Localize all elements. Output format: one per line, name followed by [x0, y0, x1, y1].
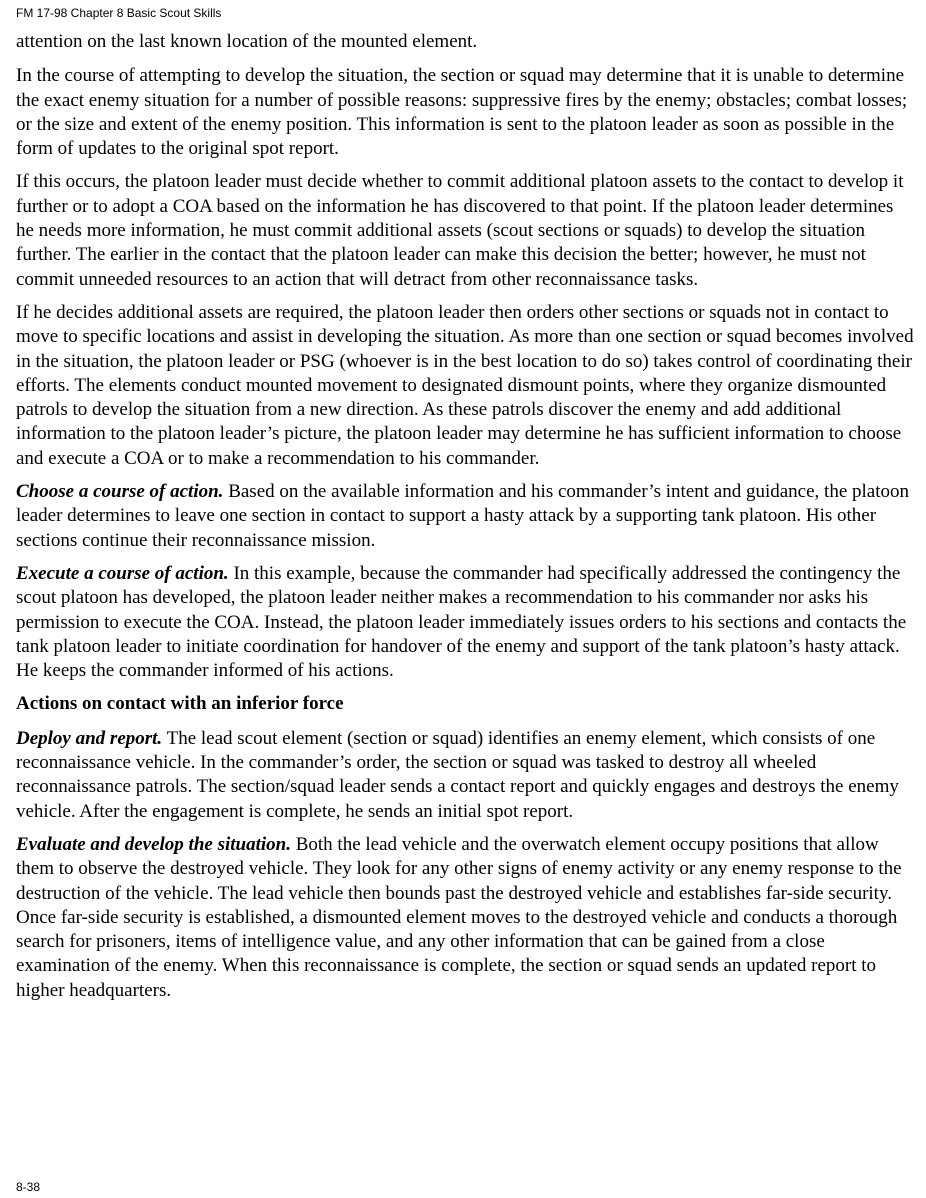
- paragraph-execute-coa: [16, 562, 916, 683]
- paragraph-text: Based on the available information and his commander’s intent and guidance, the platoon leader determines to leave one section in contact to support a hasty attack by a supporting tank platoon. His other sections continue their reconnaissance mission.: [16, 481, 910, 551]
- paragraph-lead-in: Choose a course of action.: [16, 481, 224, 503]
- paragraph-text: Both the lead vehicle and the overwatch element occupy positions that allow them to observe the destroyed vehicle. They look for any other signs of enemy activity or any enemy response to the destruction of the vehicle. The lead vehicle then bounds past the destroyed vehicle and establishes far-side security. Once far-side security is established, a dismounted element moves to the destroyed vehicle and conducts a thorough search for prisoners, items of intelligence value, and any other information that can be gained from a close examination of the enemy. When this reconnaissance is complete, the section or squad sends an updated report to higher headquarters.: [16, 833, 902, 1001]
- paragraph-deploy-report: [16, 727, 916, 824]
- running-head: FM 17-98 Chapter 8 Basic Scout Skills: [16, 6, 222, 20]
- paragraph-lead-in: Deploy and report.: [16, 727, 163, 749]
- paragraph-commit-assets: If this occurs, the platoon leader must decide whether to commit additional platoon assets to the contact to develop it further or to adopt a COA based on the information he has discovered to that point. If the platoon leader determines he needs more information, he must commit additional assets (scout sections or squads) to develop the situation further. The earlier in the contact that the platoon leader can make this decision the better; however, he must not commit unneeded resources to an action that will detract from other reconnaissance tasks.: [16, 171, 904, 290]
- paragraph-choose-coa: [16, 480, 916, 553]
- paragraph-lead-in: Execute a course of action.: [16, 562, 229, 584]
- paragraph-text: In this example, because the commander had specifically addressed the contingency the scout platoon has developed, the platoon leader neither makes a recommendation to his commander nor asks his permission to execute the COA. Instead, the platoon leader immediately issues orders to his sections and contacts the tank platoon leader to initiate coordination for handover of the enemy and support of the tank platoon’s hasty attack. He keeps the commander informed of his actions.: [16, 562, 907, 682]
- paragraph-continuation: attention on the last known location of the mounted element.: [16, 31, 478, 52]
- paragraph-lead-in: Evaluate and develop the situation.: [16, 833, 291, 855]
- paragraph-evaluate-develop: [16, 833, 916, 1003]
- paragraph-develop-situation: In the course of attempting to develop the situation, the section or squad may determine that it is unable to determine the exact enemy situation for a number of possible reasons: suppressive fires by the enemy; obstacles; combat losses; or the size and extent of the enemy position. This information is sent to the platoon leader as soon as possible in the form of updates to the original spot report.: [16, 65, 908, 160]
- paragraph-additional-assets: If he decides additional assets are required, the platoon leader then orders other sections or squads not in contact to move to specific locations and assist in developing the situation. As more than one section or squad becomes involved in the situation, the platoon leader or PSG (whoever is in the best location to do so) takes control of coordinating their efforts. The elements conduct mounted movement to designated dismount points, where they organize dismounted patrols to develop the situation from a new direction. As these patrols discover the enemy and add additional information to the platoon leader’s picture, the platoon leader may determine he has sufficient information to choose and execute a COA or to make a recommendation to his commander.: [16, 301, 914, 469]
- section-heading: Actions on contact with an inferior force: [16, 693, 344, 715]
- page-number: 8-38: [16, 1180, 41, 1194]
- paragraph-text: The lead scout element (section or squad) identifies an enemy element, which consists of one reconnaissance vehicle. In the commander’s order, the section or squad was tasked to destroy all wheeled reconnaissance patrols. The section/squad leader sends a contact report and quickly engages and destroys the enemy vehicle. After the engagement is complete, he sends an initial spot report.: [16, 727, 899, 822]
- page-body: [16, 30, 916, 1012]
